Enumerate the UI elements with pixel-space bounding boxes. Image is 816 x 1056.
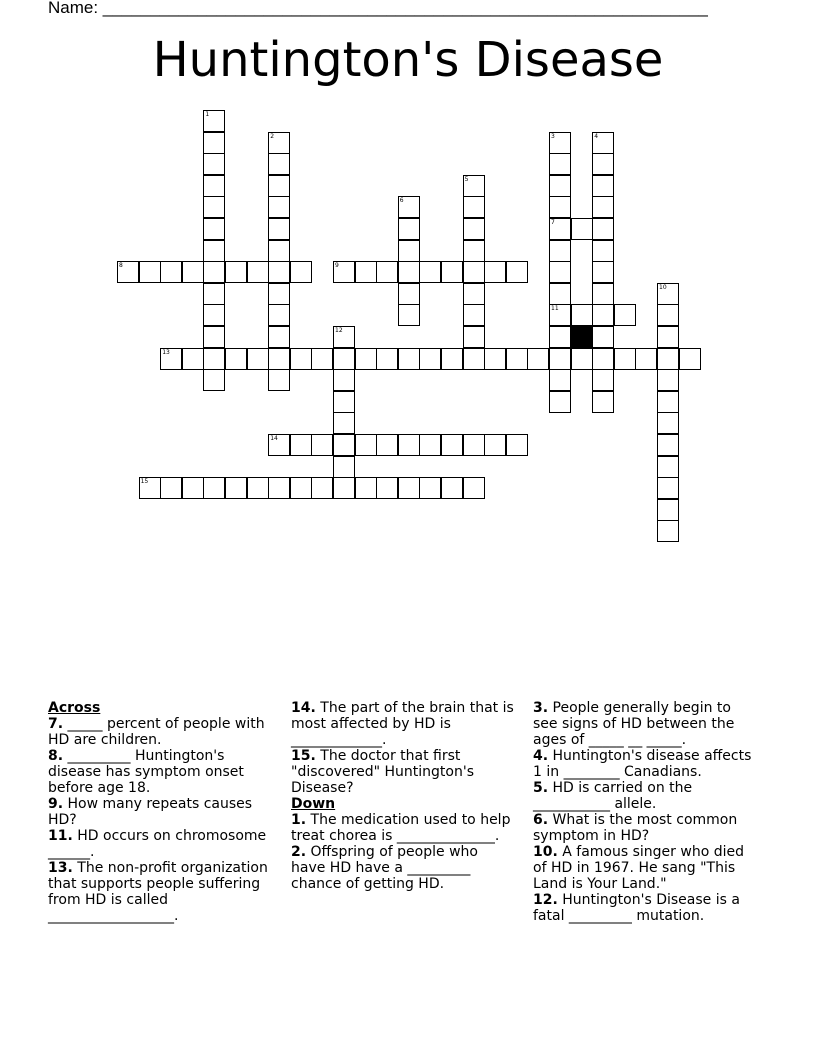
grid-cell[interactable] — [549, 348, 571, 370]
grid-cell[interactable] — [592, 261, 614, 283]
grid-cell[interactable] — [268, 240, 290, 262]
grid-cell[interactable] — [333, 391, 355, 413]
grid-cell[interactable] — [333, 348, 355, 370]
grid-cell[interactable] — [549, 326, 571, 348]
grid-cell[interactable] — [203, 218, 225, 240]
clue-item — [48, 860, 273, 924]
grid-cell[interactable] — [463, 477, 485, 499]
grid-cell[interactable] — [203, 283, 225, 305]
grid-cell[interactable] — [290, 434, 312, 456]
clue-item-number: 10. — [533, 844, 558, 860]
grid-cell[interactable] — [268, 369, 290, 391]
grid-cell[interactable] — [592, 240, 614, 262]
grid-cell[interactable] — [139, 261, 161, 283]
grid-cell[interactable] — [549, 132, 571, 154]
grid-cell[interactable] — [463, 240, 485, 262]
clue-item-number: 3. — [533, 700, 549, 716]
grid-cell[interactable] — [376, 434, 398, 456]
grid-cell[interactable] — [549, 240, 571, 262]
grid-cell[interactable] — [571, 218, 593, 240]
grid-cell[interactable] — [463, 196, 485, 218]
grid-cell[interactable] — [614, 304, 636, 326]
grid-cell[interactable] — [657, 520, 679, 542]
grid-cell[interactable] — [182, 261, 204, 283]
grid-cell[interactable] — [398, 304, 420, 326]
grid-cell[interactable] — [398, 283, 420, 305]
grid-cell[interactable] — [160, 261, 182, 283]
clue-item-number: 13. — [48, 860, 73, 876]
clue-item-text: The part of the brain that is most affected by HD is _____________. — [291, 700, 514, 748]
grid-cell[interactable] — [182, 348, 204, 370]
grid-cell[interactable] — [506, 348, 528, 370]
grid-cell[interactable] — [268, 153, 290, 175]
grid-cell[interactable] — [333, 477, 355, 499]
grid-cell[interactable] — [657, 348, 679, 370]
grid-cell[interactable] — [268, 261, 290, 283]
clue-number: 9 — [335, 262, 339, 270]
grid-cell[interactable] — [355, 434, 377, 456]
clue-number: 14 — [270, 435, 278, 442]
clue-item-number: 8. — [48, 748, 64, 764]
grid-cell[interactable] — [203, 240, 225, 262]
clue-item-text: A famous singer who died of HD in 1967. He sang "This Land is Your Land." — [533, 844, 744, 892]
grid-cell[interactable] — [203, 110, 225, 132]
grid-cell[interactable] — [376, 261, 398, 283]
grid-cell[interactable] — [203, 175, 225, 197]
grid-cell[interactable] — [614, 348, 636, 370]
clue-item-number: 9. — [48, 796, 64, 812]
grid-cell[interactable] — [592, 326, 614, 348]
grid-cell[interactable] — [592, 132, 614, 154]
grid-cell[interactable] — [657, 304, 679, 326]
grid-cell[interactable] — [225, 348, 247, 370]
grid-cell[interactable] — [592, 196, 614, 218]
clue-number: 10 — [659, 283, 667, 291]
clue-number: 2 — [270, 132, 275, 140]
grid-cell[interactable] — [441, 477, 463, 499]
grid-cell[interactable] — [441, 261, 463, 283]
grid-cell[interactable] — [549, 369, 571, 391]
grid-cell[interactable] — [333, 261, 355, 283]
clue-item — [533, 780, 758, 812]
clue-item — [533, 812, 758, 844]
grid-cell[interactable] — [117, 261, 139, 283]
grid-cell[interactable] — [463, 218, 485, 240]
grid-cell[interactable] — [463, 326, 485, 348]
grid-cell[interactable] — [268, 283, 290, 305]
clue-item — [291, 812, 516, 844]
grid-cell[interactable] — [398, 196, 420, 218]
grid-cell[interactable] — [268, 348, 290, 370]
grid-cell[interactable] — [139, 477, 161, 499]
clue-item — [48, 716, 273, 748]
grid-cell[interactable] — [657, 434, 679, 456]
grid-cell[interactable] — [333, 412, 355, 434]
grid-cell[interactable] — [203, 369, 225, 391]
grid-cell[interactable] — [290, 261, 312, 283]
clue-number: 4 — [594, 132, 599, 140]
clue-number: 13 — [162, 348, 170, 356]
grid-cell[interactable] — [268, 132, 290, 154]
clue-item-number: 7. — [48, 716, 64, 732]
grid-cell[interactable] — [398, 218, 420, 240]
grid-cell[interactable] — [333, 326, 355, 348]
clue-item-text: What is the most common symptom in HD? — [533, 812, 738, 844]
grid-cell[interactable] — [657, 391, 679, 413]
grid-cell[interactable] — [376, 348, 398, 370]
grid-cell[interactable] — [463, 283, 485, 305]
grid-cell[interactable] — [355, 348, 377, 370]
clue-item-number: 15. — [291, 748, 316, 764]
grid-cell[interactable] — [333, 456, 355, 478]
grid-cell[interactable] — [592, 175, 614, 197]
grid-cell[interactable] — [398, 434, 420, 456]
grid-cell[interactable] — [419, 477, 441, 499]
grid-cell[interactable] — [549, 153, 571, 175]
grid-cell[interactable] — [463, 304, 485, 326]
grid-cell[interactable] — [657, 477, 679, 499]
clue-number: 1 — [205, 111, 210, 118]
clue-number: 8 — [119, 262, 123, 270]
clue-item-text: People generally begin to see signs of HD between the ages of _____ __ _____. — [533, 700, 735, 748]
clue-number: 6 — [399, 197, 404, 205]
clue-number: 7 — [551, 219, 555, 226]
grid-cell[interactable] — [527, 348, 549, 370]
clue-item — [291, 748, 516, 796]
clue-item-text: Huntington's disease affects 1 in ________ Canadians. — [533, 748, 752, 780]
clue-item-number: 2. — [291, 844, 307, 860]
grid-cell[interactable] — [268, 304, 290, 326]
grid-cell[interactable] — [419, 261, 441, 283]
grid-cell[interactable] — [398, 348, 420, 370]
grid-cell[interactable] — [355, 477, 377, 499]
grid-cell[interactable] — [268, 326, 290, 348]
clue-item-number: 6. — [533, 812, 549, 828]
clue-item-text: The non-profit organization that supports people suffering from HD is called __________________. — [48, 860, 268, 924]
clue-number: 15 — [140, 478, 149, 486]
grid-cell[interactable] — [592, 391, 614, 413]
grid-cell[interactable] — [247, 477, 269, 499]
grid-cell[interactable] — [571, 348, 593, 370]
grid-cell[interactable] — [203, 153, 225, 175]
grid-cell[interactable] — [679, 348, 701, 370]
grid-cell[interactable] — [592, 218, 614, 240]
grid-cell[interactable] — [160, 477, 182, 499]
clue-number: 12 — [335, 327, 343, 334]
clue-item-number: 11. — [48, 828, 73, 844]
grid-cell[interactable] — [268, 477, 290, 499]
grid-cell[interactable] — [463, 348, 485, 370]
grid-cell[interactable] — [484, 261, 506, 283]
grid-cell[interactable] — [484, 348, 506, 370]
grid-cell[interactable] — [182, 477, 204, 499]
grid-cell[interactable] — [463, 175, 485, 197]
clue-item-text: The medication used to help treat chorea is ______________. — [291, 812, 511, 844]
grid-cell[interactable] — [268, 218, 290, 240]
grid-cell[interactable] — [506, 434, 528, 456]
clue-number: 3 — [551, 132, 555, 140]
clue-item — [533, 844, 758, 892]
grid-cell[interactable] — [355, 261, 377, 283]
grid-cell[interactable] — [549, 196, 571, 218]
grid-cell[interactable] — [592, 369, 614, 391]
grid-cell[interactable] — [549, 391, 571, 413]
grid-cell[interactable] — [203, 477, 225, 499]
clue-item — [291, 700, 516, 748]
grid-cell[interactable] — [657, 283, 679, 305]
grid-cell[interactable] — [484, 434, 506, 456]
clue-number: 11 — [551, 305, 559, 313]
clue-item-number: 4. — [533, 748, 549, 764]
black-cell — [571, 326, 593, 348]
grid-cell[interactable] — [463, 261, 485, 283]
grid-cell[interactable] — [268, 196, 290, 218]
grid-cell[interactable] — [549, 218, 571, 240]
clues-heading: Down — [291, 796, 336, 812]
grid-cell[interactable] — [203, 348, 225, 370]
clue-item — [533, 700, 758, 748]
page-title: Huntington's Disease — [152, 32, 664, 88]
clue-item-number: 1. — [291, 812, 307, 828]
grid-cell[interactable] — [549, 175, 571, 197]
grid-cell[interactable] — [657, 499, 679, 521]
grid-cell[interactable] — [311, 434, 333, 456]
grid-cell[interactable] — [203, 304, 225, 326]
grid-cell[interactable] — [268, 175, 290, 197]
clue-item-text: The doctor that first "discovered" Huntington's Disease? — [291, 748, 474, 796]
grid-cell[interactable] — [463, 434, 485, 456]
grid-cell[interactable] — [376, 477, 398, 499]
clue-item-text: _____ percent of people with HD are children. — [48, 716, 265, 748]
grid-cell[interactable] — [657, 412, 679, 434]
clues-column-3 — [533, 700, 758, 924]
clue-item-text: HD occurs on chromosome ______. — [48, 828, 267, 860]
grid-cell[interactable] — [592, 283, 614, 305]
clue-item — [48, 796, 273, 828]
clue-item — [533, 892, 758, 924]
grid-cell[interactable] — [657, 326, 679, 348]
clue-item-text: HD is carried on the ___________ allele. — [533, 780, 693, 812]
clue-item — [48, 748, 273, 796]
clue-item-text: Offspring of people who have HD have a _________ chance of getting HD. — [291, 844, 478, 892]
grid-cell[interactable] — [398, 261, 420, 283]
clue-item-number: 14. — [291, 700, 316, 716]
clues-column-2 — [291, 700, 516, 892]
grid-cell[interactable] — [160, 348, 182, 370]
grid-cell[interactable] — [333, 434, 355, 456]
grid-cell[interactable] — [225, 477, 247, 499]
grid-cell[interactable] — [203, 261, 225, 283]
clue-item — [291, 844, 516, 892]
grid-cell[interactable] — [419, 348, 441, 370]
grid-cell[interactable] — [311, 348, 333, 370]
grid-cell[interactable] — [290, 477, 312, 499]
grid-cell[interactable] — [419, 434, 441, 456]
grid-cell[interactable] — [657, 369, 679, 391]
grid-cell[interactable] — [592, 153, 614, 175]
grid-cell[interactable] — [549, 304, 571, 326]
grid-cell[interactable] — [549, 261, 571, 283]
grid-cell[interactable] — [247, 261, 269, 283]
grid-cell[interactable] — [657, 456, 679, 478]
clue-item-text: _________ Huntington's disease has symptom onset before age 18. — [48, 748, 244, 796]
grid-cell[interactable] — [592, 304, 614, 326]
grid-cell[interactable] — [571, 304, 593, 326]
clue-number: 5 — [464, 175, 469, 183]
grid-cell[interactable] — [592, 348, 614, 370]
clue-item-text: How many repeats causes HD? — [48, 796, 253, 828]
grid-cell[interactable] — [398, 240, 420, 262]
clue-item-number: 5. — [533, 780, 549, 796]
clue-item — [48, 828, 273, 860]
grid-cell[interactable] — [203, 326, 225, 348]
grid-cell[interactable] — [441, 434, 463, 456]
grid-cell[interactable] — [225, 261, 247, 283]
clues-column-1 — [48, 700, 273, 924]
clue-item-text: Huntington's Disease is a fatal _________ mutation. — [533, 892, 740, 924]
grid-cell[interactable] — [398, 477, 420, 499]
clue-item — [533, 748, 758, 780]
grid-cell[interactable] — [247, 348, 269, 370]
grid-cell[interactable] — [290, 348, 312, 370]
grid-cell[interactable] — [203, 132, 225, 154]
grid-cell[interactable] — [268, 434, 290, 456]
grid-cell[interactable] — [549, 283, 571, 305]
grid-cell[interactable] — [333, 369, 355, 391]
clue-item-number: 12. — [533, 892, 558, 908]
grid-cell[interactable] — [311, 477, 333, 499]
grid-cell[interactable] — [506, 261, 528, 283]
grid-cell[interactable] — [203, 196, 225, 218]
grid-cell[interactable] — [441, 348, 463, 370]
grid-cell[interactable] — [635, 348, 657, 370]
name-field[interactable]: Name: ________________________________________________________________ — [48, 0, 708, 17]
clues-heading: Across — [48, 700, 101, 716]
